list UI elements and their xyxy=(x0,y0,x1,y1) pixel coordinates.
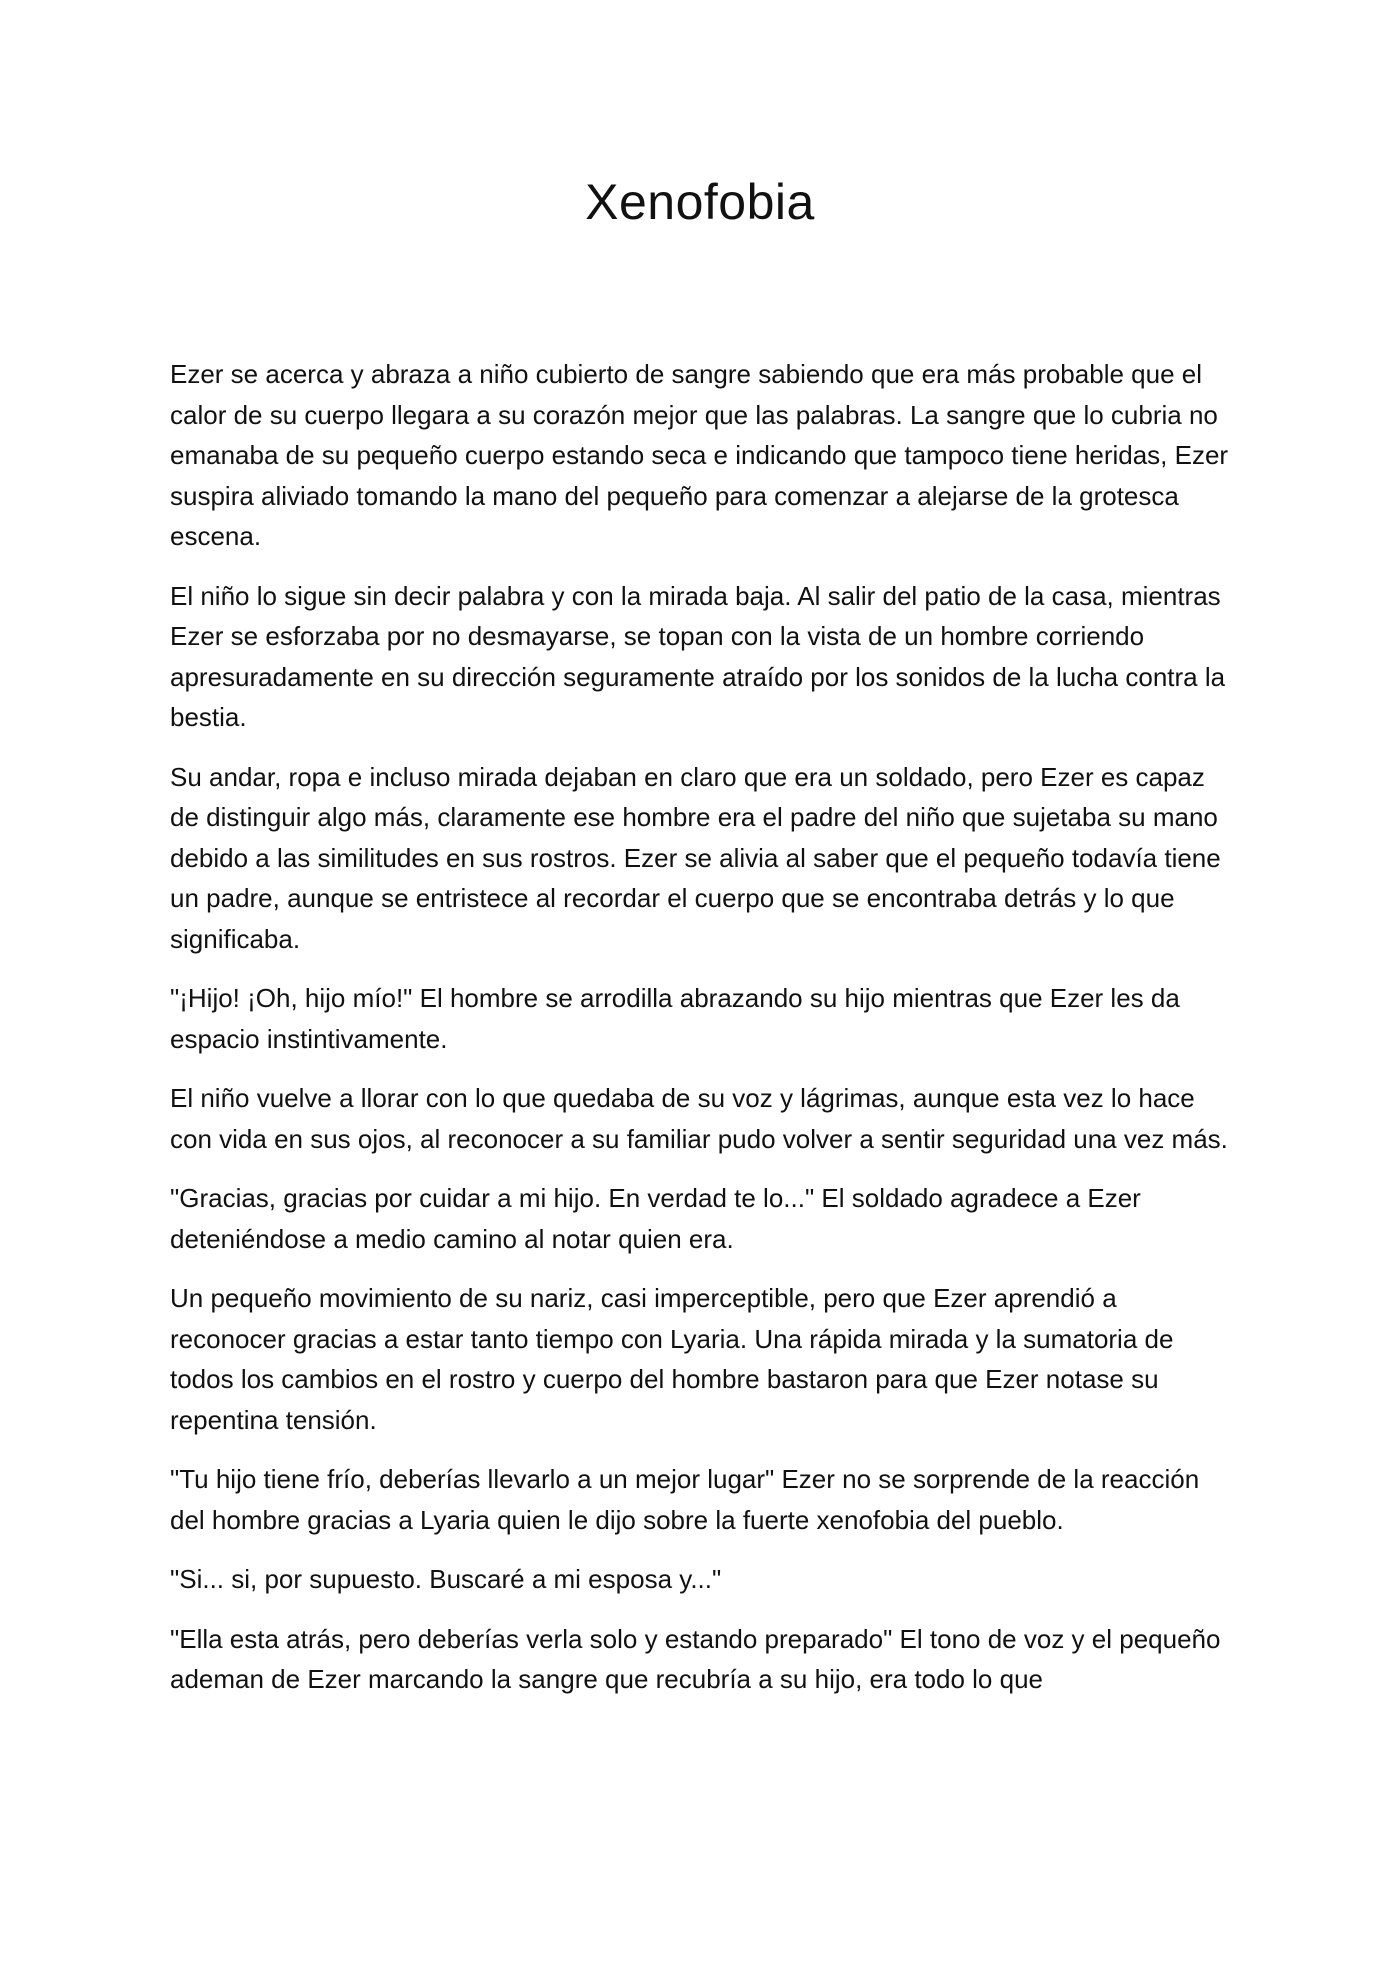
paragraph-9: "Si... si, por supuesto. Buscaré a mi esposa y..." xyxy=(170,1564,722,1594)
paragraph-10: "Ella esta atrás, pero deberías verla solo y estando preparado" El tono de voz y el pequeño ademan de Ezer marcando la sangre que recubría a su hijo, era todo lo que xyxy=(170,1623,1221,1694)
paragraph-5: El niño vuelve a llorar con lo que quedaba de su voz y lágrimas, aunque esta vez lo hace con vida en sus ojos, al reconocer a su familiar pudo volver a sentir seguridad una vez más. xyxy=(170,1083,1228,1154)
paragraph-2: El niño lo sigue sin decir palabra y con la mirada baja. Al salir del patio de la casa, mientras Ezer se esforzaba por no desmayarse, se topan con la vista de un hombre corriendo apresuradamente en su dirección seguramente atraído por los sonidos de la lucha contra la bestia. xyxy=(170,580,1226,732)
paragraph-8: "Tu hijo tiene frío, deberías llevarlo a un mejor lugar" Ezer no se sorprende de la reacción del hombre gracias a Lyaria quien le dijo sobre la fuerte xenofobia del pueblo. xyxy=(170,1464,1200,1535)
paragraph-4: "¡Hijo! ¡Oh, hijo mío!" El hombre se arrodilla abrazando su hijo mientras que Ezer les da espacio instintivamente. xyxy=(170,983,1180,1054)
document-body xyxy=(170,354,1232,1719)
paragraph-1: Ezer se acerca y abraza a niño cubierto de sangre sabiendo que era más probable que el calor de su cuerpo llegara a su corazón mejor que las palabras. La sangre que lo cubria no emanaba de su pequeño cuerpo estando seca e indicando que tampoco tiene heridas, Ezer suspira aliviado tomando la mano del pequeño para comenzar a alejarse de la grotesca escena. xyxy=(170,359,1229,551)
paragraph-6: "Gracias, gracias por cuidar a mi hijo. En verdad te lo..." El soldado agradece a Ezer deteniéndose a medio camino al notar quien era. xyxy=(170,1183,1141,1254)
paragraph-7: Un pequeño movimiento de su nariz, casi imperceptible, pero que Ezer aprendió a reconocer gracias a estar tanto tiempo con Lyaria. Una rápida mirada y la sumatoria de todos los cambios en el rostro y cuerpo del hombre bastaron para que Ezer notase su repentina tensión. xyxy=(170,1283,1174,1435)
paragraph-3: Su andar, ropa e incluso mirada dejaban en claro que era un soldado, pero Ezer es capaz de distinguir algo más, claramente ese hombre era el padre del niño que sujetaba su mano debido a las similitudes en sus rostros. Ezer se alivia al saber que el pequeño todavía tiene un padre, aunque se entristece al recordar el cuerpo que se encontraba detrás y lo que significaba. xyxy=(170,761,1221,954)
document-title: Xenofobia xyxy=(585,174,815,230)
